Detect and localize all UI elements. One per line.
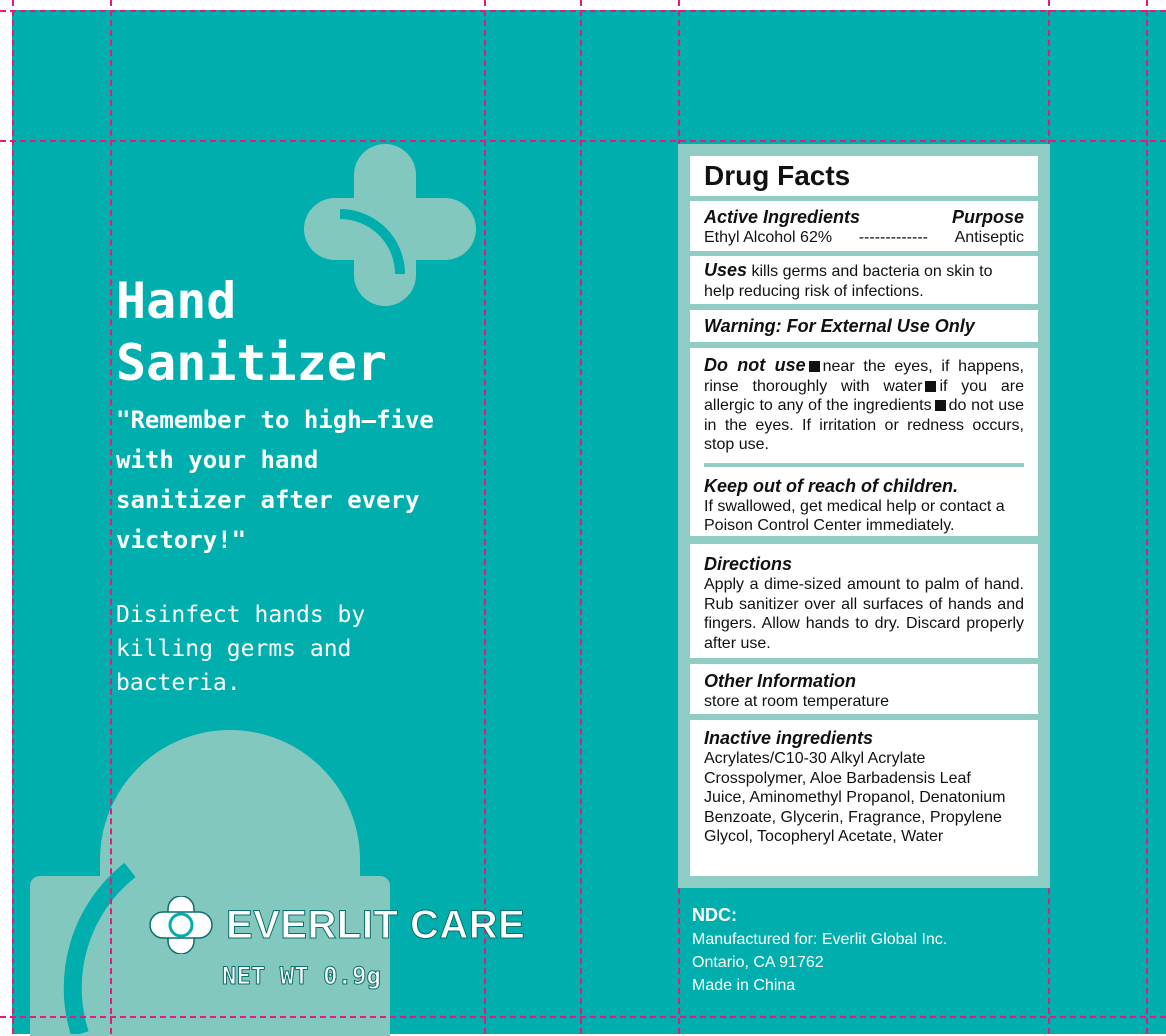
drug-facts-title-box [690,156,1038,196]
warnings-detail-box [690,348,1038,536]
active-ingredients-label: Active Ingredients [704,207,861,227]
manufacturer-line2: Ontario, CA 91762 [692,954,824,971]
active-ingredients-box [690,201,1038,251]
brand-logo [148,896,525,954]
brand-name: EVERLIT CARE [226,902,526,947]
product-title-line1: Hand [116,272,237,330]
product-description: Disinfect hands by killing germs and bacteria. [116,602,366,696]
warning-box [690,310,1038,342]
bullet-square-icon [809,361,820,372]
active-purpose: Antiseptic [954,229,1024,246]
product-title-line2: Sanitizer [116,334,387,392]
warning-text: Warning: For External Use Only [704,316,975,336]
do-not-use-item1: near the eyes, if happens, rinse thoroughly with water [704,358,1024,395]
dieline-bottom [0,1016,1166,1018]
active-ingredient: Ethyl Alcohol 62% [704,229,833,246]
do-not-use-item3: do not use in the eyes. If irritation or redness occurs, stop use. [704,397,1024,453]
manufacturer-line3: Made in China [692,977,796,994]
do-not-use-label: Do not use [704,355,806,375]
active-leader: ------------- [858,229,928,246]
net-weight: NET WT 0.9g [222,962,381,990]
dieline-v3 [484,0,486,1034]
other-info-label: Other Information [704,671,856,691]
bullet-square-icon [935,400,946,411]
drug-facts-title: Drug Facts [704,160,851,191]
dieline-v7 [1146,0,1148,1034]
product-title [116,270,387,394]
active-ingredient-row [704,228,1024,248]
tagline-quote: "Remember to high–five with your hand sanitizer after every victory!" [116,406,434,554]
directions-box [690,544,1038,658]
bullet-square-icon [925,381,936,392]
directions-text: Apply a dime-sized amount to palm of hand. Rub sanitizer over all surfaces of hands and fingers. Allow hands to dry. Discard properly after use. [704,576,1024,652]
active-header-row [704,201,1024,228]
dieline-top [0,10,1166,12]
medical-cross-icon [148,896,214,954]
keep-out-label: Keep out of reach of children. [704,475,959,496]
uses-box [690,256,1038,304]
other-info-box [690,664,1038,714]
directions-label: Directions [704,554,793,574]
purpose-label: Purpose [951,207,1024,227]
inactive-text: Acrylates/C10-30 Alkyl Acrylate Crosspolymer, Aloe Barbadensis Leaf Juice, Aminomethyl Propanol, Denatonium Benzoate, Glycerin, Fragrance, Propylene Glycol, Tocopheryl Acetate, Water [704,750,1006,845]
uses-text: kills germs and bacteria on skin to help reducing risk of infections. [704,263,993,300]
inactive-ingredients-box [690,720,1038,876]
other-info-text: store at room temperature [704,693,889,710]
ndc-label: NDC: [692,905,737,925]
inactive-label: Inactive ingredients [704,728,874,748]
uses-label: Uses [704,260,748,280]
dieline-v2 [110,0,112,1034]
section-divider [704,463,1024,467]
manufacturer-line1: Manufactured for: Everlit Global Inc. [692,931,948,948]
dieline-upper [0,140,1166,142]
do-not-use-section [704,356,1024,455]
do-not-use-item2: if you are allergic to any of the ingredients [704,377,1024,414]
dieline-v1 [12,0,14,1034]
manufacturer-info [692,902,947,997]
dieline-v4 [580,0,582,1034]
uses-section [704,261,1024,301]
keep-out-text: If swallowed, get medical help or contact a Poison Control Center immediately. [704,497,1005,534]
